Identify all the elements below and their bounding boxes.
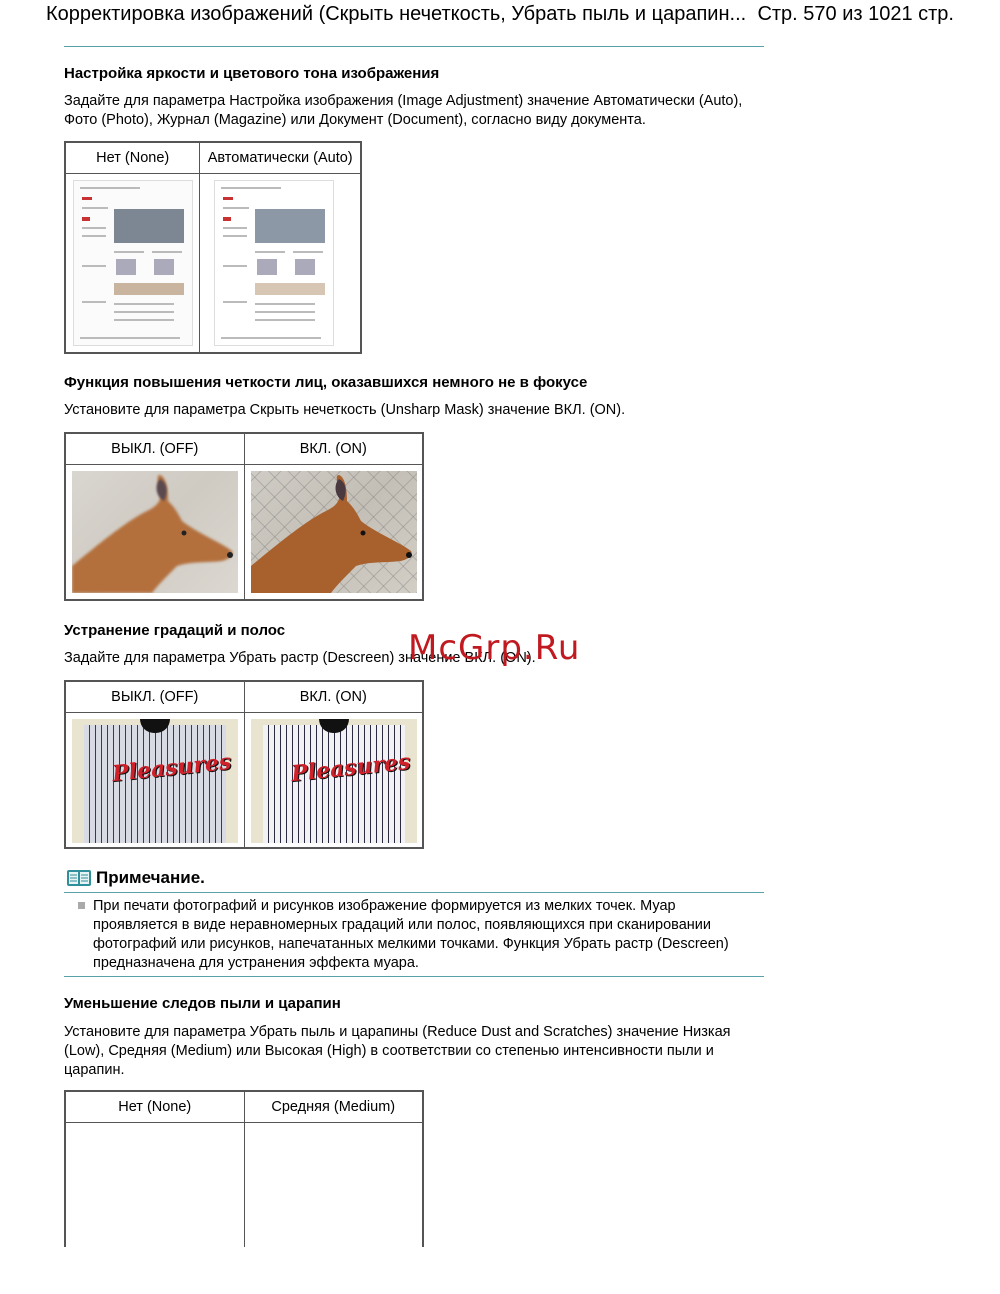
page-counter: Стр. 570 из 1021 стр. bbox=[757, 3, 954, 25]
image-cell-on bbox=[244, 465, 423, 601]
column-header-none: Нет (None) bbox=[65, 142, 200, 174]
document-thumbnail-auto bbox=[214, 180, 334, 346]
comparison-table-dust bbox=[64, 1090, 424, 1247]
watermark: McGrp.Ru bbox=[408, 628, 581, 668]
image-cell-medium bbox=[244, 1123, 423, 1248]
book-icon bbox=[66, 868, 92, 888]
image-cell-none bbox=[65, 174, 200, 354]
page-header bbox=[0, 0, 1000, 34]
column-header-medium: Средняя (Medium) bbox=[244, 1091, 423, 1123]
column-header-off: ВЫКЛ. (OFF) bbox=[65, 433, 244, 465]
image-cell-on bbox=[244, 713, 423, 849]
section-heading-unsharp: Функция повышения четкости лиц, оказавшихся немного не в фокусе bbox=[64, 374, 588, 391]
column-header-on: ВКЛ. (ON) bbox=[244, 681, 423, 713]
image-cell-off bbox=[65, 713, 244, 849]
image-cell-auto bbox=[200, 174, 361, 354]
section-text-descreen: Задайте для параметра Убрать растр (Descreen) значение ВКЛ. (ON). bbox=[64, 650, 536, 666]
document-thumbnail-none bbox=[73, 180, 193, 346]
section-text-unsharp: Установите для параметра Скрыть нечеткость (Unsharp Mask) значение ВКЛ. (ON). bbox=[64, 402, 626, 418]
section-text-brightness: Задайте для параметра Настройка изображения (Image Adjustment) значение Автоматически (Auto), Фото (Photo), Журнал (Magazine) или Документ (Document), согласно виду документа. bbox=[64, 93, 743, 128]
note-title: Примечание. bbox=[96, 868, 205, 887]
deer-photo-off bbox=[72, 471, 238, 593]
image-cell-none bbox=[65, 1123, 244, 1248]
note-divider-bottom bbox=[64, 976, 764, 977]
note-text: При печати фотографий и рисунков изображение формируется из мелких точек. Муар проявляется в виде неравномерных градаций или полос, появляющихся при сканировании фотографий или рисунков, напечатанных мелкими точками. Функция Убрать растр (Descreen) предназначена для устранения эффекта муара. bbox=[93, 898, 729, 971]
column-header-none: Нет (None) bbox=[65, 1091, 244, 1123]
comparison-table-brightness bbox=[64, 141, 362, 354]
shirt-photo-on: Pleasures bbox=[251, 719, 417, 843]
document-title: Корректировка изображений (Скрыть нечеткость, Убрать пыль и царапин... bbox=[46, 3, 747, 25]
column-header-on: ВКЛ. (ON) bbox=[244, 433, 423, 465]
column-header-auto: Автоматически (Auto) bbox=[200, 142, 361, 174]
section-heading-dust: Уменьшение следов пыли и царапин bbox=[64, 995, 341, 1012]
bullet-marker bbox=[78, 902, 85, 909]
header-divider bbox=[64, 46, 764, 47]
comparison-table-unsharp bbox=[64, 432, 424, 601]
section-text-dust: Установите для параметра Убрать пыль и царапины (Reduce Dust and Scratches) значение Низкая (Low), Средняя (Medium) или Высокая (High) в соответствии со степенью интенсивности пыли и царапин. bbox=[64, 1024, 731, 1078]
section-heading-brightness: Настройка яркости и цветового тона изображения bbox=[64, 65, 440, 82]
column-header-off: ВЫКЛ. (OFF) bbox=[65, 681, 244, 713]
image-cell-off bbox=[65, 465, 244, 601]
note-heading bbox=[66, 868, 205, 892]
note-divider-top bbox=[64, 892, 764, 893]
section-heading-descreen: Устранение градаций и полос bbox=[64, 622, 286, 639]
deer-photo-on bbox=[251, 471, 417, 593]
comparison-table-descreen bbox=[64, 680, 424, 849]
shirt-photo-off: Pleasures bbox=[72, 719, 238, 843]
